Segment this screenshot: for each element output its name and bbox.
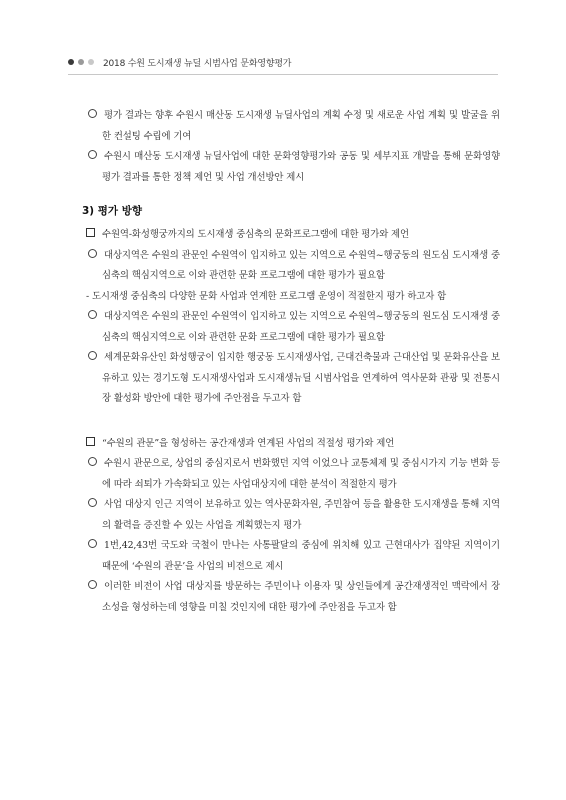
block2-item-2 bbox=[68, 495, 500, 536]
square-bullet-icon bbox=[86, 228, 95, 237]
circle-bullet-icon bbox=[88, 150, 97, 159]
intro-item-1-text: 평가 결과는 향후 수원시 매산동 도시재생 뉴딜사업의 계획 수정 및 새로운 사업 계획 및 발굴을 위한 컨설팅 수립에 기여 bbox=[102, 110, 500, 142]
block2-title bbox=[68, 434, 500, 455]
header-dot-1 bbox=[68, 59, 74, 65]
circle-bullet-icon bbox=[88, 580, 97, 589]
block2-item-1-text: 수원시 관문으로, 상업의 중심지로서 번화했던 지역 이었으나 교통체제 및 중심시가지 기능 변화 등에 따라 쇠퇴가 가속화되고 있는 사업대상지에 대한 분석이 적절한지 평가 bbox=[102, 458, 500, 490]
block2-item-3-text: 1번,42,43번 국도와 국철이 만나는 사통팔달의 중심에 위치해 있고 근현대사가 집약된 지역이기 때문에 ‘수원의 관문’을 사업의 비전으로 제시 bbox=[102, 540, 500, 572]
header-dot-3 bbox=[88, 59, 94, 65]
circle-bullet-icon bbox=[88, 351, 97, 360]
block1-dash-text: - 도시재생 중심축의 다양한 문화 사업과 연계한 프로그램 운영이 적절한지 평가 하고자 함 bbox=[86, 290, 447, 302]
running-header bbox=[68, 52, 498, 72]
header-dot-2 bbox=[78, 59, 84, 65]
block1-item-2-text: 대상지역은 수원의 관문인 수원역이 입지하고 있는 지역으로 수원역~행궁동의 원도심 도시재생 중심축의 핵심지역으로 이와 관련한 문화 프로그램에 대한 평가가 필요함 bbox=[102, 311, 500, 343]
circle-bullet-icon bbox=[88, 498, 97, 507]
block1-item-2 bbox=[68, 307, 500, 348]
header-rule bbox=[68, 74, 498, 75]
block2-item-3 bbox=[68, 536, 500, 577]
circle-bullet-icon bbox=[88, 310, 97, 319]
block1-title bbox=[68, 225, 500, 246]
block1-title-text: 수원역-화성행궁까지의 도시재생 중심축의 문화프로그램에 대한 평가와 제언 bbox=[102, 229, 409, 240]
document-body bbox=[68, 106, 500, 618]
block2-item-2-text: 사업 대상지 인근 지역이 보유하고 있는 역사문화자원, 주민참여 등을 활용한 도시재생을 통해 지역의 활력을 증진할 수 있는 사업을 계획했는지 평가 bbox=[102, 499, 500, 531]
block1-item-3-text: 세계문화유산인 화성행궁이 입지한 행궁동 도시재생사업, 근대건축물과 근대산업 및 문화유산을 보유하고 있는 경기도형 도시재생사업과 도시재생뉴딜 시범사업을 연계하여 역사문화 관광 및 전통시장 활성화 방안에 대한 평가에 주안점을 두고자 함 bbox=[102, 352, 501, 404]
spacer bbox=[68, 410, 500, 432]
section-heading: 3) 평가 방향 bbox=[82, 205, 142, 217]
intro-item-2-text: 수원시 매산동 도시재생 뉴딜사업에 대한 문화영향평가와 공동 및 세부지표 개발을 통해 문화영향평가 결과를 통한 정책 제언 및 사업 개선방안 제시 bbox=[102, 151, 500, 183]
circle-bullet-icon bbox=[88, 249, 97, 258]
block1-item-3 bbox=[68, 348, 500, 410]
intro-item-2 bbox=[68, 147, 500, 188]
block1-item-1-text: 대상지역은 수원의 관문인 수원역이 입지하고 있는 지역으로 수원역~행궁동의 원도심 도시재생 중심축의 핵심지역으로 이와 관련한 문화 프로그램에 대한 평가가 필요함 bbox=[102, 249, 500, 281]
square-bullet-icon bbox=[86, 437, 95, 446]
circle-bullet-icon bbox=[88, 457, 97, 466]
circle-bullet-icon bbox=[88, 539, 97, 548]
circle-bullet-icon bbox=[88, 109, 97, 118]
block1-item-1 bbox=[68, 246, 500, 287]
block2-item-1 bbox=[68, 454, 500, 495]
intro-item-1 bbox=[68, 106, 500, 147]
block2-title-text: “수원의 관문”을 형성하는 공간재생과 연계된 사업의 적절성 평가와 제언 bbox=[102, 437, 395, 449]
block2-item-4 bbox=[68, 577, 500, 618]
header-dots bbox=[68, 59, 98, 65]
header-title: 2018 수원 도시재생 뉴딜 시범사업 문화영향평가 bbox=[103, 58, 292, 69]
block2-item-4-text: 이러한 비전이 사업 대상지를 방문하는 주민이나 이용자 및 상인들에게 공간재생적인 맥락에서 장소성을 형성하는데 영향을 미칠 것인지에 대한 평가에 주안점을 두고자 함 bbox=[102, 581, 500, 613]
block1-dash-item bbox=[68, 287, 500, 308]
